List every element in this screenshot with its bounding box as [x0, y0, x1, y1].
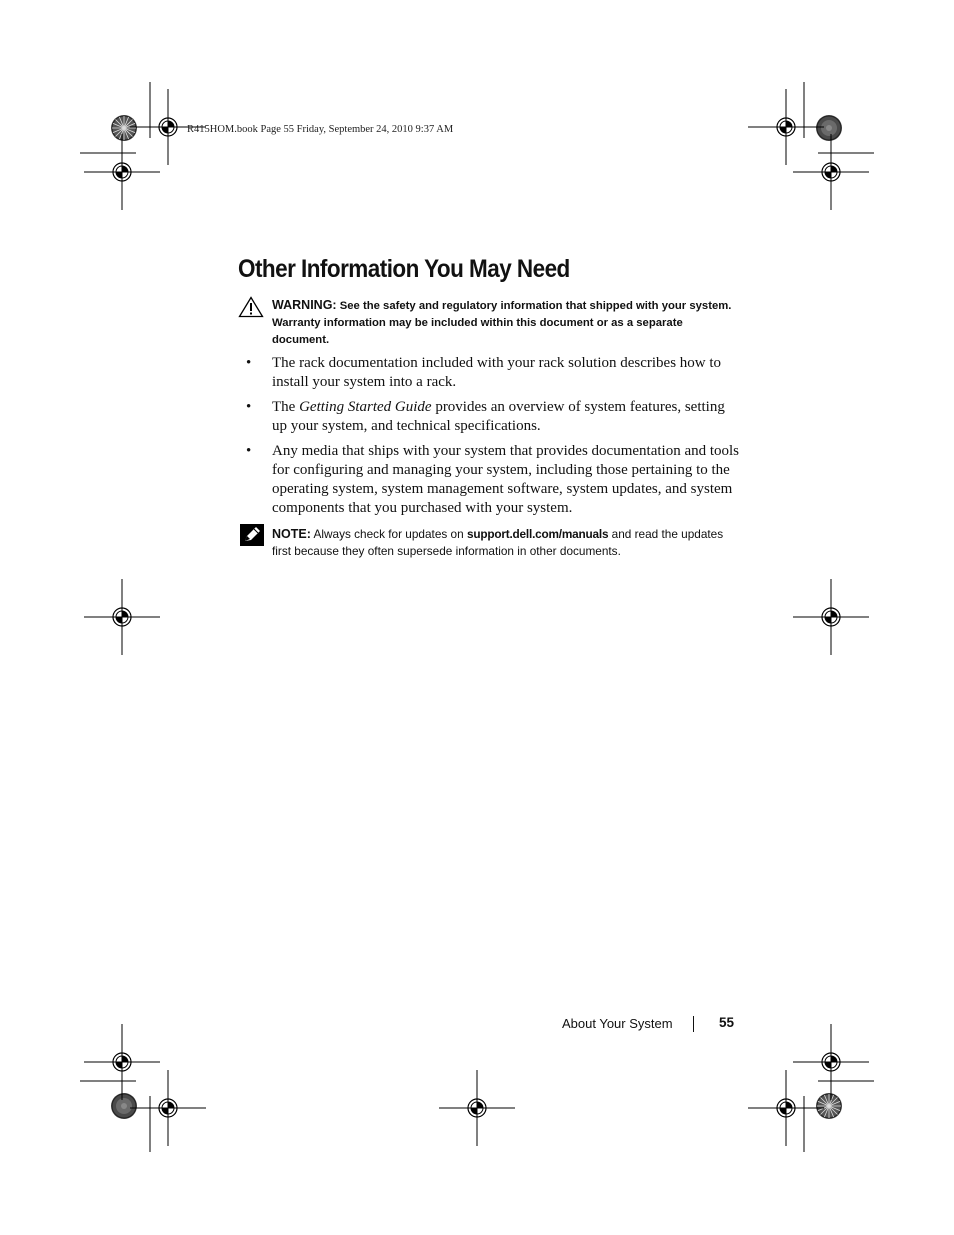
bullet-icon: •	[246, 443, 252, 459]
warning-text: See the safety and regulatory information that shipped with your system. Warranty information may be included within this document or as a separate document.	[272, 300, 732, 346]
page-number: 55	[719, 1015, 735, 1030]
bullet-icon: •	[246, 355, 252, 371]
list-item: • The rack documentation included with your rack solution describes how to install your system into a rack.	[246, 355, 722, 390]
information-list	[240, 354, 740, 524]
list-item: • Any media that ships with your system that provides documentation and tools for configuring and managing your system, including those pertaining to the operating system, system management software, system updates, and system components that you purchased with your system.	[246, 443, 740, 516]
warning-triangle-icon	[238, 296, 264, 318]
book-slug-line: R415HOM.book Page 55 Friday, September 24, 2010 9:37 AM	[187, 124, 454, 135]
pencil-note-icon	[240, 524, 264, 546]
warning-label: WARNING:	[272, 298, 337, 312]
guide-title: Getting Started Guide	[299, 399, 432, 415]
support-url: support.dell.com/manuals	[466, 527, 609, 541]
footer-divider	[693, 1016, 694, 1032]
page-title: Other Information You May Need	[238, 255, 570, 283]
bullet-icon: •	[246, 399, 252, 415]
footer-section-title: About Your System	[562, 1016, 673, 1031]
note-callout: NOTE: Always check for updates on support.dell.com/manuals and read the updates first because they often supersede information in other documents.	[272, 527, 724, 558]
list-item: • The Getting Started Guide provides an overview of system features, setting up your system, and technical specifications.	[246, 399, 725, 434]
note-label: NOTE:	[272, 527, 311, 541]
warning-callout	[272, 297, 742, 349]
